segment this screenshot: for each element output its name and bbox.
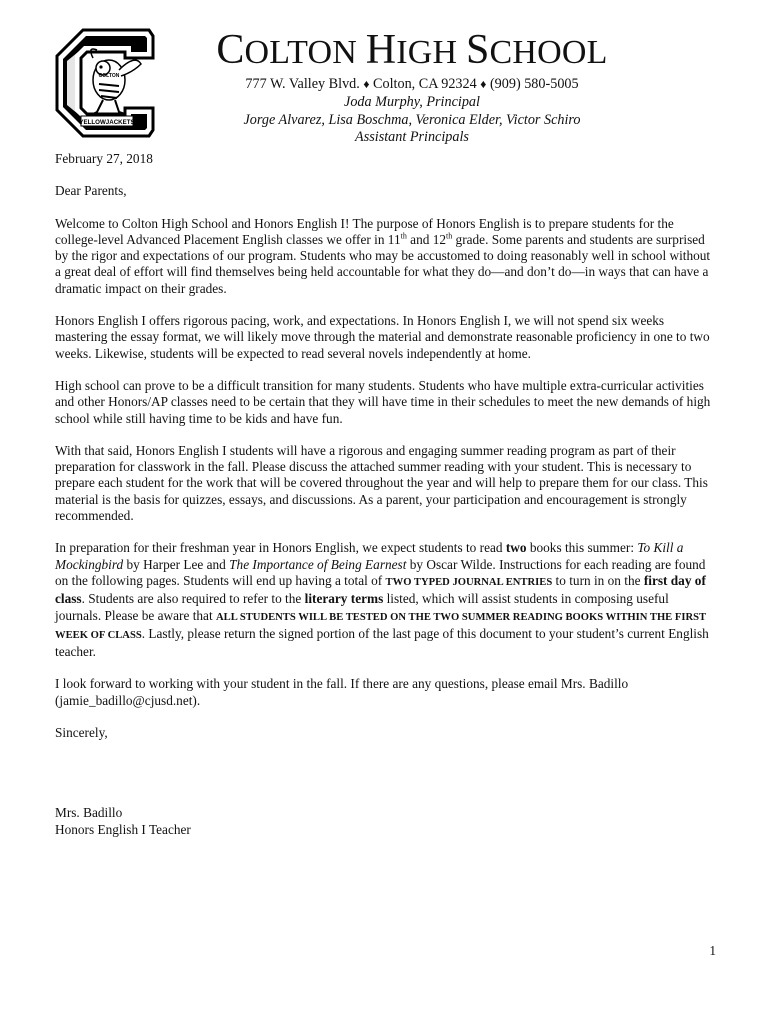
school-name-part-3: CHOOL	[489, 34, 608, 71]
closing: Sincerely,	[55, 725, 108, 741]
address-city: Colton, CA 92324	[373, 76, 477, 92]
principal-line: Joda Murphy, Principal	[344, 94, 480, 110]
signature-space	[55, 757, 717, 805]
emphasis-tested-notice: ALL STUDENTS WILL BE TESTED ON THE TWO SUMMER READING BOOKS WITHIN THE FIRST WEEK OF CLASS	[55, 611, 706, 641]
salutation: Dear Parents,	[55, 183, 127, 199]
school-name-part-1: OLTON	[244, 34, 366, 71]
school-name-initial-2: H	[365, 27, 397, 73]
address-street: 777 W. Valley Blvd.	[245, 76, 360, 92]
letter-date: February 27, 2018	[55, 151, 153, 166]
logo-top-text: COLTON	[98, 73, 120, 79]
school-name-heading	[200, 26, 624, 74]
school-name-initial-3: S	[465, 27, 490, 73]
school-name-part-2: IGH	[396, 34, 466, 71]
emphasis-journal-entries: TWO TYPED JOURNAL ENTRIES	[385, 576, 553, 588]
school-address	[200, 76, 624, 93]
paragraph-transition: High school can prove to be a difficult transition for many students. Students who have multiple extra-curricular activities and other Honors/AP classes need to be certain that they will have time in their schedules to meet the new demands of high school while still having time to be kids and have fun.	[55, 377, 711, 426]
yellowjacket-logo-icon	[53, 28, 155, 138]
school-name-initial-1: C	[216, 27, 245, 73]
signer-name: Mrs. Badillo	[55, 805, 123, 821]
emphasis-first-day: first day of class	[55, 572, 706, 607]
paragraph-welcome: Welcome to Colton High School and Honors English I! The purpose of Honors English is to prepare students for the college-level Advanced Placement English classes we offer in 11th and 12th grade. Some parents and students are surprised by the rigor and expectations of our program. Students who may be accustomed to doing reasonably well in school without a great deal of effort will find themselves being held accountable for what they do—and don’t do—in ways that can have a dramatic impact on their grades.	[55, 215, 711, 296]
signer-title: Honors English I Teacher	[55, 821, 191, 837]
letter-body	[55, 151, 717, 838]
paragraph-summer-reading: With that said, Honors English I students will have a rigorous and engaging summer reading program as part of their preparation for classwork in the fall. Please discuss the attached summer reading with your student. This is necessary to prepare each student for the work that will be covered throughout the year and will help to prepare them for our class. This material is the basis for quizzes, essays, and discussions. As a parent, your participation and encouragement is strongly recommended.	[55, 442, 708, 524]
diamond-separator-icon: ♦	[480, 77, 487, 91]
emphasis-two: two	[505, 540, 527, 556]
paragraph-rigor: Honors English I offers rigorous pacing, work, and expectations. In Honors English I, we will not spend six weeks mastering the essay format, we will likely move through the material and demonstrate reasonable proficiency in one to two weeks. Likewise, students will be expected to read several novels independently at home.	[55, 313, 710, 361]
assistant-principals-names: Jorge Alvarez, Lisa Boschma, Veronica Elder, Victor Schiro	[243, 112, 581, 128]
paragraph-closing-note: I look forward to working with your student in the fall. If there are any questions, please email Mrs. Badillo (jamie_badillo@cjusd.net).	[55, 676, 629, 708]
address-phone: (909) 580-5005	[489, 76, 579, 92]
book-title-mockingbird: To Kill a Mockingbird	[55, 540, 684, 572]
page-number: 1	[709, 943, 716, 958]
logo-bottom-text: YELLOWJACKETS	[79, 119, 135, 126]
assistant-principals-title: Assistant Principals	[355, 129, 469, 145]
book-title-earnest: The Importance of Being Earnest	[229, 556, 407, 572]
school-logo	[53, 28, 155, 138]
paragraph-instructions: In preparation for their freshman year in Honors English, we expect students to read two books this summer: To Kill a Mockingbird by Harper Lee and The Importance of Being Earnest by Oscar Wilde. Instructions for each reading are found on the following pages. Students will end up having a total of TWO TYPED JOURNAL ENTRIES to turn in on the first day of class. Students are also required to refer to the literary terms listed, which will assist students in composing useful journals. Please be aware that ALL STUDENTS WILL BE TESTED ON THE TWO SUMMER READING BOOKS WITHIN THE FIRST WEEK OF CLASS. Lastly, please return the signed portion of the last page of this document to your student’s current English teacher.	[55, 540, 709, 660]
emphasis-literary-terms: literary terms	[304, 591, 384, 607]
diamond-separator-icon: ♦	[363, 77, 370, 91]
